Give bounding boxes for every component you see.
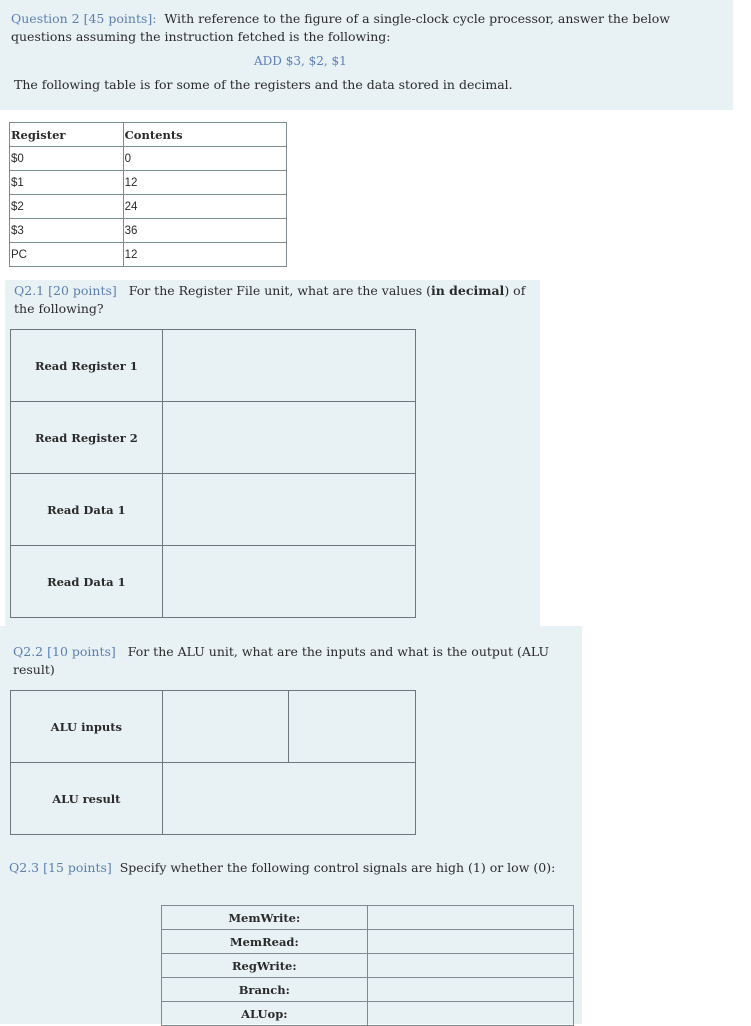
- read-data-1b-label: Read Data 1: [11, 546, 163, 618]
- alu-input-b-cell[interactable]: [289, 691, 416, 763]
- regwrite-label: RegWrite:: [162, 954, 368, 978]
- register-file-table: [10, 329, 416, 618]
- table-row: [11, 691, 416, 763]
- control-signals-table: [161, 905, 574, 1026]
- table-row: [10, 147, 287, 171]
- read-data-1b-answer-cell[interactable]: [162, 546, 415, 618]
- register-name: PC: [10, 243, 124, 267]
- register-column-header: Register: [10, 123, 124, 147]
- table-row: [11, 474, 416, 546]
- table-row: [10, 171, 287, 195]
- read-register-2-answer-cell[interactable]: [162, 402, 415, 474]
- register-name: $0: [10, 147, 124, 171]
- q23-points: [15 points]: [43, 860, 112, 875]
- branch-answer-cell[interactable]: [367, 978, 573, 1002]
- register-value: 0: [123, 147, 286, 171]
- memread-label: MemRead:: [162, 930, 368, 954]
- memwrite-label: MemWrite:: [162, 906, 368, 930]
- register-name: $3: [10, 219, 124, 243]
- register-table: [9, 122, 287, 267]
- table-row: [10, 195, 287, 219]
- q22-heading: [13, 643, 573, 679]
- q23-heading: [9, 859, 579, 877]
- table-row: [162, 954, 574, 978]
- read-register-1-label: Read Register 1: [11, 330, 163, 402]
- alu-input-a-cell[interactable]: [162, 691, 289, 763]
- q21-text-bold: in decimal: [430, 283, 505, 298]
- table-row: [11, 546, 416, 618]
- memread-answer-cell[interactable]: [367, 930, 573, 954]
- table-row: [11, 330, 416, 402]
- read-data-1-answer-cell[interactable]: [162, 474, 415, 546]
- q21-heading: [14, 282, 539, 318]
- read-data-1-label: Read Data 1: [11, 474, 163, 546]
- regwrite-answer-cell[interactable]: [367, 954, 573, 978]
- branch-label: Branch:: [162, 978, 368, 1002]
- read-register-2-label: Read Register 2: [11, 402, 163, 474]
- table-row: [162, 930, 574, 954]
- register-value: 36: [123, 219, 286, 243]
- q21-text-after: ) of the following?: [14, 283, 526, 316]
- table-intro: The following table is for some of the registers and the data stored in decimal.: [14, 77, 513, 92]
- q21-number: Q2.1: [14, 283, 45, 298]
- table-row: [11, 402, 416, 474]
- question-prompt: [11, 10, 726, 46]
- table-row: [162, 1002, 574, 1026]
- register-table-header: [10, 123, 287, 147]
- alu-inputs-label: ALU inputs: [11, 691, 163, 763]
- alu-table: [10, 690, 416, 835]
- q21-points: [20 points]: [48, 283, 117, 298]
- table-row: [10, 243, 287, 267]
- table-row: [162, 906, 574, 930]
- q21-text-before: For the Register File unit, what are the values (: [128, 283, 431, 298]
- aluop-label: ALUop:: [162, 1002, 368, 1026]
- table-row: [162, 978, 574, 1002]
- register-value: 24: [123, 195, 286, 219]
- q23-text: Specify whether the following control signals are high (1) or low (0):: [119, 860, 556, 875]
- register-value: 12: [123, 171, 286, 195]
- q22-points: [10 points]: [47, 644, 116, 659]
- question-prompt-text: With reference to the figure of a single-clock cycle processor, answer the below questions assuming the instruction fetched is the following:: [11, 11, 670, 44]
- question-title: Question 2 [45 points]:: [11, 11, 157, 26]
- aluop-answer-cell[interactable]: [367, 1002, 573, 1026]
- register-name: $1: [10, 171, 124, 195]
- contents-column-header: Contents: [123, 123, 286, 147]
- register-value: 12: [123, 243, 286, 267]
- q22-text: For the ALU unit, what are the inputs and what is the output (ALU result): [13, 644, 549, 677]
- register-name: $2: [10, 195, 124, 219]
- read-register-1-answer-cell[interactable]: [162, 330, 415, 402]
- alu-result-cell[interactable]: [162, 763, 415, 835]
- table-row: [10, 219, 287, 243]
- alu-result-label: ALU result: [11, 763, 163, 835]
- q23-number: Q2.3: [9, 860, 40, 875]
- q22-number: Q2.2: [13, 644, 44, 659]
- instruction-text: ADD $3, $2, $1: [254, 54, 347, 68]
- table-row: [11, 763, 416, 835]
- memwrite-answer-cell[interactable]: [367, 906, 573, 930]
